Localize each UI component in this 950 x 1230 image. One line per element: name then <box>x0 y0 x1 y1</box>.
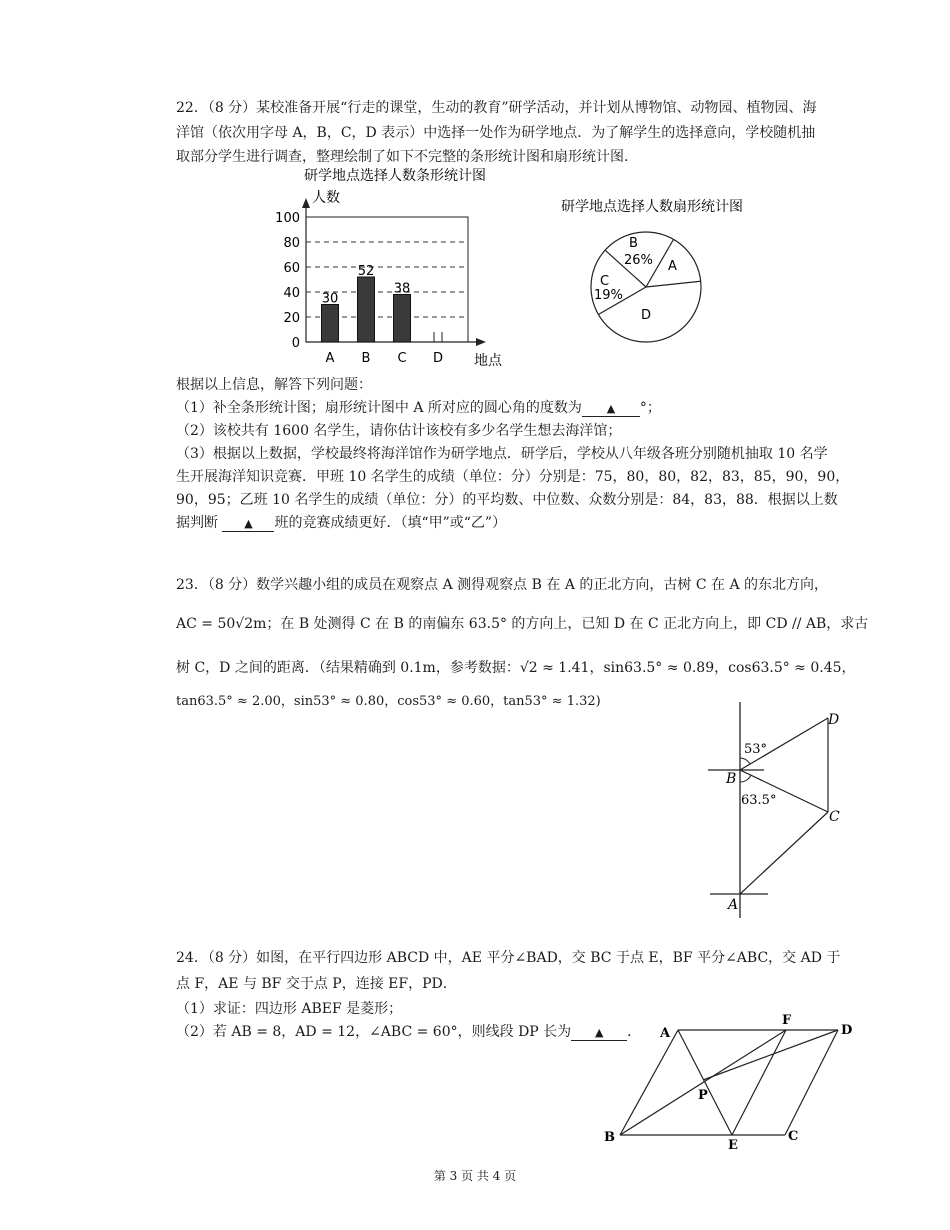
x-axis-label: 地点 <box>474 353 502 369</box>
q23-line-4: tan63.5° ≈ 2.00，sin53° ≈ 0.80，cos53° ≈ 0.60，tan53° ≈ 1.32) <box>176 694 601 709</box>
y-axis-arrow <box>302 198 310 208</box>
bar-value-C: 38 <box>393 281 411 297</box>
bar-B <box>358 277 375 342</box>
q22-line-2: 洋馆（依次用字母 A，B，C，D 表示）中选择一处作为研学地点．为了解学生的选择意向，学校随机抽 <box>176 125 816 141</box>
bar-chart-title: 研学地点选择人数条形统计图 <box>304 168 486 184</box>
y-tick-label-20: 20 <box>283 311 300 326</box>
answer-blank-3[interactable]: ▲ <box>571 1026 627 1041</box>
x-axis-arrow <box>476 338 486 346</box>
y-axis-label: 人数 <box>312 190 340 206</box>
pie-label-d: D <box>641 308 652 323</box>
q24-line-2: 点 F，AE 与 BF 交于点 P，连接 EF，PD． <box>176 976 457 992</box>
x-tick-label-C: C <box>397 351 407 366</box>
x-tick-label-A: A <box>325 351 335 366</box>
q22-part-3-line-2: 生开展海洋知识竞赛．甲班 10 名学生的成绩（单位：分）分别是：75，80，80，82，83，85，90，90， <box>176 469 850 485</box>
segment-pd <box>703 1030 838 1080</box>
bar-C <box>394 295 411 343</box>
bar-value-B: 52 <box>357 264 375 279</box>
answer-blank-2[interactable]: ▲ <box>222 517 274 532</box>
bar-chart <box>268 162 518 372</box>
x-tick-label-B: B <box>361 351 371 366</box>
side-ab <box>620 1030 678 1135</box>
q23-line-3: 树 C，D 之间的距离．（结果精确到 0.1m，参考数据：√2 ≈ 1.41，sin63.5° ≈ 0.89，cos63.5° ≈ 0.45， <box>176 660 856 676</box>
y-tick-label-80: 80 <box>283 236 300 251</box>
pie-chart <box>556 193 766 358</box>
angle-arc-63 <box>740 775 751 782</box>
q22-intro: 根据以上信息，解答下列问题： <box>176 377 372 393</box>
fig23-label-c: C <box>829 809 840 825</box>
fig24-label-c: C <box>788 1129 799 1144</box>
fig24-label-f: F <box>782 1013 792 1028</box>
q24-part-1: （1）求证：四边形 ABEF 是菱形； <box>176 1001 403 1017</box>
fig23-angle-53: 53° <box>744 742 768 757</box>
q23-line-2: AC = 50√2m；在 B 处测得 C 在 B 的南偏东 63.5° 的方向上，已知 D 在 C 正北方向上，即 CD // AB，求古 <box>176 616 869 632</box>
angle-arc-53 <box>740 758 750 764</box>
q22-part-2: （2）该校共有 1600 名学生，请你估计该校有多少名学生想去海洋馆； <box>176 423 622 439</box>
q22-line-1: 22．（8 分）某校准备开展“行走的课堂，生动的教育”研学活动，并计划从博物馆、动物园、植物园、海 <box>176 100 817 116</box>
q22-part-3-line-4: 据判断 ▲ 班的竞赛成绩更好．（填“甲”或“乙”） <box>176 515 507 531</box>
y-tick-label-100: 100 <box>275 211 300 226</box>
segment-bf <box>620 1030 786 1135</box>
y-tick-label-40: 40 <box>283 286 300 301</box>
pie-label-b: B <box>629 236 638 251</box>
fig24-label-a: A <box>660 1026 671 1041</box>
y-tick-label-0: 0 <box>291 336 300 351</box>
fig23-label-b: B <box>726 771 737 787</box>
pie-label-a: A <box>668 259 677 274</box>
page-footer: 第 3 页 共 4 页 <box>433 1169 517 1183</box>
fig24-label-b: B <box>604 1130 615 1145</box>
bar-A <box>322 305 339 343</box>
q22-part-3-line-1: （3）根据以上数据，学校最终将海洋馆作为研学地点．研学后，学校从八年级各班分别随机抽取 10 名学 <box>176 446 828 462</box>
pie-boundary-a-d <box>646 281 701 287</box>
fig23-label-a: A <box>728 897 739 913</box>
y-tick-label-60: 60 <box>283 261 300 276</box>
answer-blank-1[interactable]: ▲ <box>582 402 640 417</box>
q22-line-3: 取部分学生进行调查，整理绘制了如下不完整的条形统计图和扇形统计图． <box>176 149 638 165</box>
fig24-label-p: P <box>698 1088 708 1103</box>
q22-part-1: （1）补全条形统计图；扇形统计图中 A 所对应的圆心角的度数为 ▲ °； <box>176 400 661 416</box>
fig23-angle-63: 63.5° <box>741 793 777 808</box>
fig24-label-d: D <box>841 1023 853 1038</box>
x-tick-label-D: D <box>432 351 444 366</box>
q22-part-3-line-3: 90，95；乙班 10 名学生的成绩（单位：分）的平均数、中位数、众数分别是：84，83，88．根据以上数 <box>176 492 838 508</box>
fig24-label-e: E <box>728 1138 738 1152</box>
segment-ae <box>678 1030 732 1135</box>
q24-line-1: 24．（8 分）如图，在平行四边形 ABCD 中，AE 平分∠BAD，交 BC 于点 E，BF 平分∠ABC，交 AD 于 <box>176 950 841 966</box>
q24-figure <box>598 1010 863 1152</box>
pie-chart-title: 研学地点选择人数扇形统计图 <box>561 199 743 215</box>
bar-value-A: 30 <box>321 291 339 307</box>
segment-ef <box>732 1030 786 1135</box>
q23-figure <box>700 698 860 923</box>
segment-ac <box>740 812 828 894</box>
q23-line-1: 23．（8 分）数学兴趣小组的成员在观察点 A 测得观察点 B 在 A 的正北方向，古树 C 在 A 的东北方向， <box>176 577 829 593</box>
pie-pct-c: 19% <box>594 288 623 303</box>
side-cd <box>785 1030 838 1135</box>
fig23-label-d: D <box>828 712 840 728</box>
q24-part-2: （2）若 AB = 8，AD = 12，∠ABC = 60°，则线段 DP 长为 ▲ ． <box>176 1024 642 1040</box>
pie-pct-b: 26% <box>624 253 653 268</box>
pie-label-c: C <box>600 274 610 289</box>
